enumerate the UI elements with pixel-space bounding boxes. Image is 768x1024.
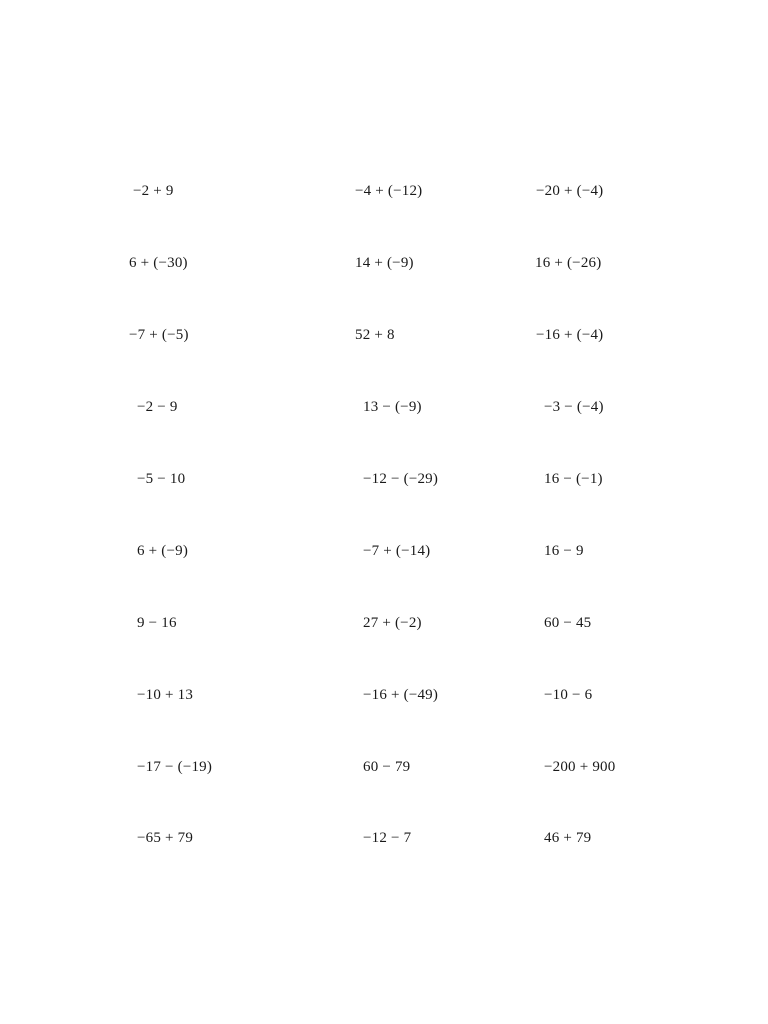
problem-r9-c1: −17 − (−19) [137, 759, 213, 775]
problem-r1-c3: −20 + (−4) [536, 183, 604, 199]
problem-r3-c1: −7 + (−5) [129, 327, 189, 343]
problem-r7-c2: 27 + (−2) [363, 615, 422, 631]
problem-r2-c3: 16 + (−26) [535, 255, 602, 271]
problem-r1-c2: −4 + (−12) [355, 183, 423, 199]
problem-r5-c3: 16 − (−1) [544, 471, 603, 487]
problem-r3-c2: 52 + 8 [355, 327, 395, 343]
problem-r8-c2: −16 + (−49) [363, 687, 439, 703]
problem-r7-c1: 9 − 16 [137, 615, 177, 631]
problem-r2-c1: 6 + (−30) [129, 255, 188, 271]
problem-r6-c2: −7 + (−14) [363, 543, 431, 559]
problem-r5-c2: −12 − (−29) [363, 471, 439, 487]
problem-r6-c1: 6 + (−9) [137, 543, 189, 559]
problem-r9-c3: −200 + 900 [544, 759, 616, 775]
problem-r10-c3: 46 + 79 [544, 830, 592, 846]
problem-r10-c2: −12 − 7 [363, 830, 412, 846]
problem-r4-c1: −2 − 9 [137, 399, 178, 415]
problem-r4-c2: 13 − (−9) [363, 399, 422, 415]
problem-r4-c3: −3 − (−4) [544, 399, 604, 415]
problem-r7-c3: 60 − 45 [544, 615, 592, 631]
problem-r6-c3: 16 − 9 [544, 543, 584, 559]
problem-r8-c1: −10 + 13 [137, 687, 194, 703]
problem-r5-c1: −5 − 10 [137, 471, 186, 487]
problem-r8-c3: −10 − 6 [544, 687, 593, 703]
problem-r3-c3: −16 + (−4) [536, 327, 604, 343]
problem-r2-c2: 14 + (−9) [355, 255, 414, 271]
problem-r10-c1: −65 + 79 [137, 830, 194, 846]
problem-r1-c1: −2 + 9 [133, 183, 174, 199]
problem-r9-c2: 60 − 79 [363, 759, 411, 775]
